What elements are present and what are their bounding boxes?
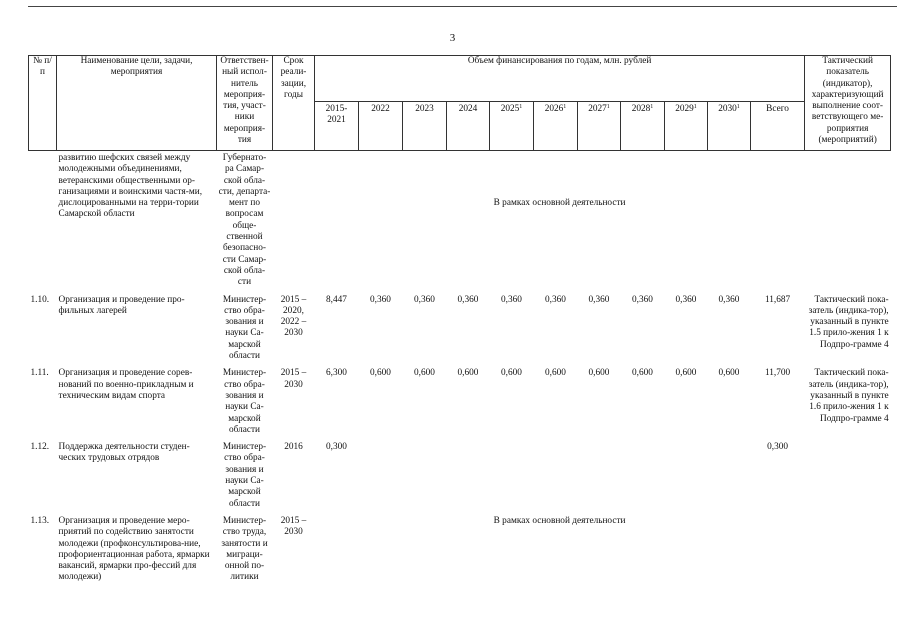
header-year: 2030$^1$ bbox=[708, 102, 751, 151]
row-value: 0,360 bbox=[675, 294, 697, 305]
row-value: 0,360 bbox=[501, 294, 522, 305]
row-name: Организация и проведение меро-приятий по содействию занятости молодежи (профконсультирова-ние, профориентационная работа, ярмарки вакансий, ярмарки про-фессий для молодежи) bbox=[58, 515, 210, 583]
header-name: Наименование цели, задачи, мероприятия bbox=[57, 56, 217, 151]
row-indicator bbox=[805, 151, 891, 289]
header-year: 2026$^1$ bbox=[534, 102, 578, 151]
table-row bbox=[29, 289, 891, 363]
header-indicator: Тактический показатель (индикатор), характеризующий выполнение соот-ветствующего ме-роприятия (мероприятий) bbox=[805, 56, 891, 151]
row-name: развитию шефских связей между молодежными объединениями, ветеранскими общественными ор-ганизациями и воинскими частя-ми, дислоцированными на терри-тории Самарской области bbox=[58, 153, 203, 220]
row-term: 2015 – 2020, 2022 – 2030 bbox=[280, 294, 307, 339]
row-responsible: Губернато-ра Самар-ской обла-сти, департа-мент по вопросам обще-ственной безопасно-сти Самар-ской обла-сти bbox=[218, 153, 271, 288]
row-value bbox=[534, 436, 578, 510]
row-num: 1.12. bbox=[30, 442, 50, 453]
header-year: 2027$^1$ bbox=[578, 102, 621, 151]
row-value: 0,600 bbox=[588, 368, 610, 379]
row-value bbox=[447, 436, 490, 510]
row-num: 1.10. bbox=[30, 294, 50, 305]
row-term: 2015 – 2030 bbox=[280, 515, 307, 538]
row-value: 0,600 bbox=[675, 368, 697, 379]
row-indicator bbox=[805, 510, 891, 584]
header-year: 2025$^1$ bbox=[490, 102, 534, 151]
header-year: 2029$^1$ bbox=[665, 102, 708, 151]
row-indicator bbox=[805, 436, 891, 510]
row-name: Организация и проведение про-фильных лагерей bbox=[58, 294, 185, 316]
row-value: 0,600 bbox=[501, 368, 522, 379]
row-value: 0,600 bbox=[457, 368, 479, 379]
row-value bbox=[665, 436, 708, 510]
row-value: 0,600 bbox=[370, 368, 391, 379]
header-year: 2015-2021 bbox=[315, 102, 359, 151]
row-note: В рамках основной деятельности bbox=[493, 515, 626, 526]
table-row bbox=[29, 151, 891, 289]
row-num: 1.11. bbox=[30, 368, 49, 379]
header-year: 2024 bbox=[447, 102, 490, 151]
row-num bbox=[29, 151, 57, 289]
row-indicator: Тактический пока-затель (индика-тор), указанный в пункте 1.6 прило-жения 1 к Подпро-грамме 4 bbox=[808, 368, 889, 424]
top-rule bbox=[28, 6, 897, 7]
row-value: 0,360 bbox=[718, 294, 740, 305]
row-value bbox=[403, 436, 447, 510]
table-row bbox=[29, 362, 891, 436]
row-value: 0,300 bbox=[326, 442, 347, 453]
row-total: 11,700 bbox=[764, 368, 791, 379]
row-value: 0,360 bbox=[588, 294, 610, 305]
row-value bbox=[621, 436, 665, 510]
header-year: 2022 bbox=[359, 102, 403, 151]
row-value: 0,360 bbox=[370, 294, 391, 305]
row-value: 8,447 bbox=[326, 294, 347, 305]
row-indicator: Тактический пока-затель (индика-тор), указанный в пункте 1.5 прило-жения 1 к Подпро-грамме 4 bbox=[808, 294, 889, 350]
row-value: 0,360 bbox=[632, 294, 653, 305]
row-value: 0,600 bbox=[632, 368, 653, 379]
header-funding: Объем финансирования по годам, млн. рублей bbox=[315, 56, 805, 102]
row-total: 0,300 bbox=[767, 442, 789, 453]
row-value bbox=[578, 436, 621, 510]
row-note: В рамках основной деятельности bbox=[493, 198, 626, 208]
row-value: 0,600 bbox=[545, 368, 566, 379]
row-term bbox=[273, 151, 315, 289]
row-total: 11,687 bbox=[764, 294, 791, 305]
row-value: 0,360 bbox=[545, 294, 566, 305]
table-row bbox=[29, 510, 891, 584]
header-year: 2028$^1$ bbox=[621, 102, 665, 151]
row-num: 1.13. bbox=[30, 515, 50, 526]
header-responsible: Ответствен-ный испол-нитель мероприя-тия, участ-ники мероприя-тия bbox=[217, 56, 273, 151]
row-responsible: Министер-ство обра-зования и науки Са-марской области bbox=[222, 294, 267, 362]
row-value bbox=[490, 436, 534, 510]
row-responsible: Министер-ство труда, занятости и миграци-онной по-литики bbox=[221, 515, 268, 583]
header-row bbox=[29, 56, 891, 102]
row-value: 0,600 bbox=[414, 368, 435, 379]
row-term: 2016 bbox=[284, 442, 303, 453]
table-row bbox=[29, 436, 891, 510]
row-name: Организация и проведение сорев-нований по военно-прикладным и техническим видам спорта bbox=[58, 368, 194, 401]
row-value bbox=[359, 436, 403, 510]
row-responsible: Министер-ство обра-зования и науки Са-марской области bbox=[222, 368, 267, 435]
row-value bbox=[708, 436, 751, 510]
row-value: 0,360 bbox=[414, 294, 435, 305]
row-value: 0,600 bbox=[718, 368, 740, 379]
funding-table bbox=[28, 55, 891, 584]
row-value: 6,300 bbox=[326, 368, 347, 379]
row-responsible: Министер-ство обра-зования и науки Са-марской области bbox=[222, 442, 267, 509]
row-value: 0,360 bbox=[457, 294, 479, 305]
row-name: Поддержка деятельности студен-ческих трудовых отрядов bbox=[58, 442, 190, 464]
header-term: Срок реали-зации, годы bbox=[273, 56, 315, 151]
page-number: 3 bbox=[449, 32, 456, 44]
header-num: № п/п bbox=[29, 56, 57, 151]
header-total: Всего bbox=[751, 102, 805, 151]
row-term: 2015 – 2030 bbox=[280, 368, 307, 390]
header-year: 2023 bbox=[403, 102, 447, 151]
